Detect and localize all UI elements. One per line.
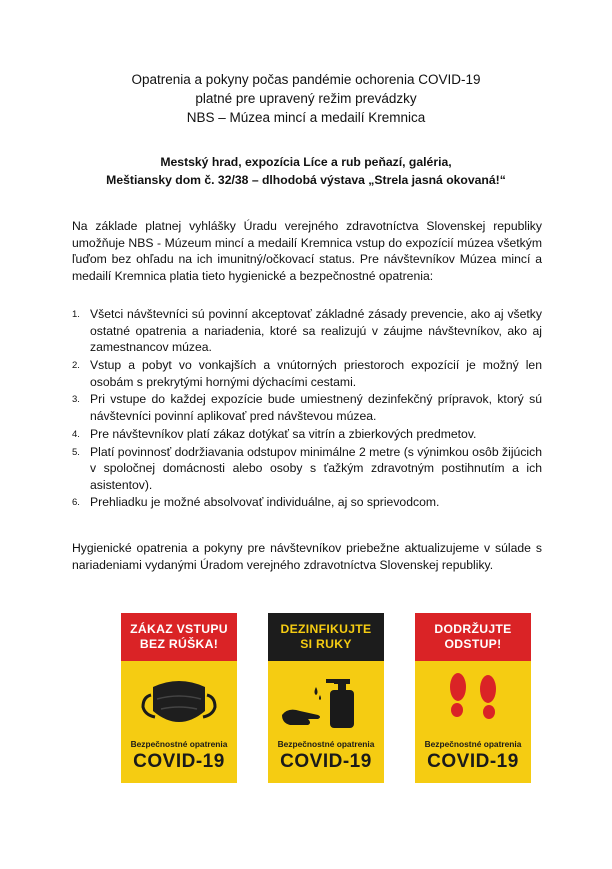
rule-text: Všetci návštevníci sú povinní akceptovať základné zásady prevencie, ako aj všetky ostatné opatrenia a nariadenia, ktoré sa realizujú v záujme návštevníkov, ako aj zamestnancov múzea. xyxy=(90,307,542,355)
rule-text: Pre návštevníkov platí zákaz dotýkať sa vitrín a zbierkových predmetov. xyxy=(90,426,477,441)
rule-item xyxy=(72,444,542,494)
sanitize-hands-sign xyxy=(268,613,384,783)
sign-covid-label: COVID-19 xyxy=(427,751,519,772)
mask-required-sign xyxy=(121,613,237,783)
rule-number: 5. xyxy=(72,446,80,458)
closing-paragraph: Hygienické opatrenia a pokyny pre návštevníkov priebežne aktualizujeme v súlade s nariadeniami vydanými Úradom verejného zdravotníctva Slovenskej republiky. xyxy=(72,541,542,572)
sign-header-line: ODSTUP! xyxy=(444,637,502,651)
sign-header-line: BEZ RÚŠKA! xyxy=(139,637,219,651)
rule-text: Pri vstupe do každej expozície bude umiestnený dezinfekčný prípravok, ktorý sú návštevníci povinní aplikovať pred návštevou múzea. xyxy=(90,392,542,423)
rule-text: Prehliadku je možné absolvovať individuálne, aj so sprievodcom. xyxy=(90,495,440,510)
subtitle-line: Mestský hrad, expozícia Líce a rub peňazí, galéria, xyxy=(160,155,452,169)
rule-number: 4. xyxy=(72,428,80,440)
rules-list xyxy=(72,306,542,512)
rule-item xyxy=(72,306,542,356)
sign-header xyxy=(415,613,531,661)
sign-header xyxy=(268,613,384,661)
rule-item xyxy=(72,357,542,390)
sign-header-line: DODRŽUJTE xyxy=(434,622,512,636)
intro-paragraph: Na základe platnej vyhlášky Úradu verejného zdravotníctva Slovenskej republiky umožňuje NBS - Múzeum mincí a medailí Kremnica vstup do expozícií múzea všetkým ľuďom bez ohľadu na ich imunitný/očkovací status. Pre návštevníkov Múzea mincí a medailí Kremnica platia tieto hygienické a bezpečnostné opatrenia: xyxy=(72,219,542,283)
footprints-icon xyxy=(415,665,531,737)
sign-footer-label: Bezpečnostné opatrenia xyxy=(424,739,522,749)
title-line: platné pre upravený režim prevádzky xyxy=(195,91,417,106)
sign-covid-label: COVID-19 xyxy=(280,751,372,772)
sign-header-line: SI RUKY xyxy=(300,637,352,651)
sign-header-line: ZÁKAZ VSTUPU xyxy=(130,622,228,636)
face-mask-icon xyxy=(121,665,237,737)
rule-item xyxy=(72,391,542,424)
rule-item xyxy=(72,494,542,511)
document-subtitle xyxy=(0,153,612,189)
sign-header xyxy=(121,613,237,661)
sign-footer-label: Bezpečnostné opatrenia xyxy=(277,739,375,749)
keep-distance-sign xyxy=(415,613,531,783)
title-line: Opatrenia a pokyny počas pandémie ochorenia COVID-19 xyxy=(131,72,481,87)
sign-covid-label: COVID-19 xyxy=(133,751,225,772)
rule-number: 1. xyxy=(72,309,80,320)
rule-text: Platí povinnosť dodržiavania odstupov minimálne 2 metre (s výnimkou osôb žijúcich v spoločnej domácnosti alebo osoby s ťažkým zdravotným postihnutím a ich asistentov). xyxy=(90,444,542,492)
title-line: NBS – Múzea mincí a medailí Kremnica xyxy=(186,110,426,125)
subtitle-line: Meštiansky dom č. 32/38 – dlhodobá výstava „Strela jasná okovaná!“ xyxy=(106,173,506,187)
rule-number: 2. xyxy=(72,359,80,371)
sign-header-line: DEZINFIKUJTE xyxy=(280,622,372,636)
rule-text: Vstup a pobyt vo vonkajších a vnútorných priestoroch expozícií je možný len osobám s prekrytými hornými dýchacími cestami. xyxy=(90,357,542,389)
hand-sanitizer-icon xyxy=(268,665,384,737)
document-title xyxy=(0,70,612,127)
rule-number: 3. xyxy=(72,394,80,406)
rule-item xyxy=(72,426,542,443)
sign-footer-label: Bezpečnostné opatrenia xyxy=(130,739,228,749)
rule-number: 6. xyxy=(72,497,80,509)
